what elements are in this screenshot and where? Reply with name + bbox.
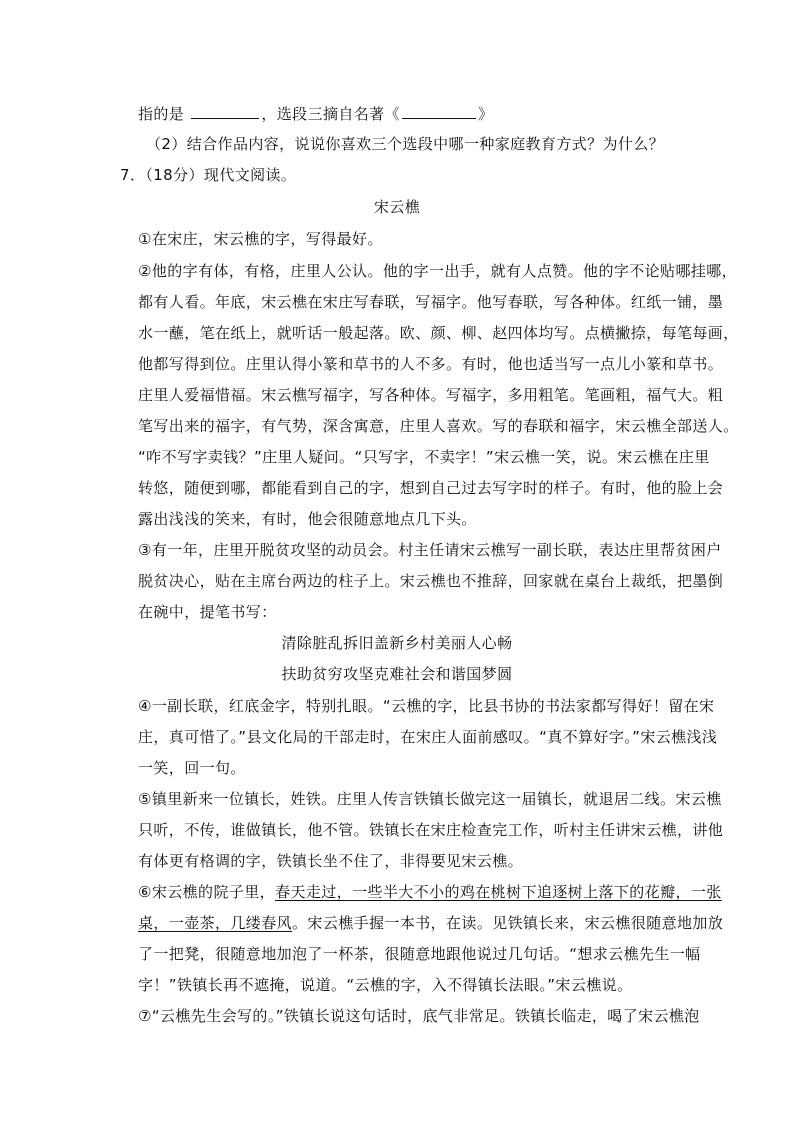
article-line-1: ①在宋庄，宋云樵的字，写得最好。 [138, 230, 383, 248]
answer-blank-2[interactable] [402, 103, 476, 119]
article-line-24: ⑦“云樵先生会写的。”铁镇长说这句话时，底气非常足。铁镇长临走，喝了宋云樵泡 [138, 1007, 700, 1025]
article-line-23: 字！”铁镇长再不遮掩，说道。“云樵的字，入不得镇长法眼。”宋云樵说。 [138, 976, 633, 994]
q6-line1-middle: ，选段三摘自名著《 [261, 105, 400, 123]
article-line-14: ④一副长联，红底金字，特别扎眼。“云樵的字，比县书协的书法家都写得好！留在宋 [138, 697, 715, 715]
article-line-21 [138, 913, 723, 933]
p6-prefix: ⑥宋云樵的院子里， [138, 883, 276, 901]
p6-rest: 。宋云樵手握一本书，在读。见铁镇长来，宋云樵很随意地加放 [292, 914, 724, 932]
couplet-line-2: 扶助贫穷攻坚克难社会和谐国梦圆 [281, 665, 513, 683]
q6-line1 [138, 103, 493, 124]
article-line-5: 他都写得到位。庄里认得小篆和草书的人不多。有时，他也适当写一点儿小篆和草书。 [138, 355, 724, 373]
article-line-17: ⑤镇里新来一位镇长，姓铁。庄里人传言铁镇长做完这一届镇长，就退居二线。宋云樵 [138, 790, 722, 808]
article-line-16: 一笑，回一句。 [138, 759, 246, 777]
article-line-19: 有体更有格调的字，铁镇长坐不住了，非得要见宋云樵。 [138, 852, 524, 870]
q6-line1-prefix: 指的是 [138, 105, 185, 123]
article-line-20 [138, 882, 722, 902]
article-line-10: 露出浅浅的笑来，有时，他会很随意地点几下头。 [138, 510, 477, 528]
q6-sub2: （2）结合作品内容，说说你喜欢三个选段中哪一种家庭教育方式？为什么？ [146, 135, 665, 153]
article-line-13: 在碗中，提笔书写： [138, 603, 277, 621]
article-line-9: 转悠，随便到哪，都能看到自己的字，想到自己过去写字时的样子。有时，他的脸上会 [138, 479, 724, 497]
article-line-3: 都有人看。年底，宋云樵在宋庄写春联，写福字。他写春联，写各种体。红纸一铺，墨 [138, 293, 724, 311]
underlined-sentence-part-1: 春天走过，一些半大不小的鸡在桃树下追逐树上落下的花瓣，一张 [275, 883, 722, 901]
article-line-2: ②他的字有体，有格，庄里人公认。他的字一出手，就有人点赞。他的字不论贴哪挂哪， [138, 262, 738, 280]
answer-blank-1[interactable] [191, 103, 259, 119]
article-line-11: ③有一年，庄里开脱贫攻坚的动员会。村主任请宋云樵写一副长联，表达庄里帮贫困户 [138, 541, 722, 559]
q6-line1-suffix: 》 [477, 105, 494, 123]
underlined-sentence-part-2: 桌，一壶茶，几缕春风 [138, 914, 293, 932]
article-line-22: 了一把凳，很随意地加泡了一杯茶，很随意地跟他说过几句话。“想求云樵先生一幅 [138, 945, 701, 963]
article-line-15: 庄，真可惜了。”县文化局的干部走时，在宋庄人面前感叹。“真不算好字。”宋云樵浅浅 [138, 728, 718, 746]
article-line-18: 只听，不传，谁做镇长，他不管。铁镇长在宋庄检查完工作，听村主任讲宋云樵，讲他 [138, 821, 724, 839]
article-line-7: 笔写出来的福字，有气势，深含寓意，庄里人喜欢。写的春联和福字，宋云樵全部送人。 [138, 417, 739, 435]
article-line-6: 庄里人爱福惜福。宋云樵写福字，写各种体。写福字，多用粗笔。笔画粗，福气大。粗 [138, 386, 724, 404]
article-line-4: 水一蘸，笔在纸上，就听话一般起落。欧、颜、柳、赵四体均写。点横撇捺，每笔每画， [138, 324, 739, 342]
couplet-line-1: 清除脏乱拆旧盖新乡村美丽人心畅 [281, 634, 513, 652]
q7-header: 7．（18分）现代文阅读。 [120, 166, 297, 184]
article-title: 宋云樵 [373, 198, 421, 216]
article-line-8: “咋不写字卖钱？”庄里人疑问。“只写字，不卖字！”宋云樵一笑，说。宋云樵在庄里 [138, 448, 710, 466]
article-line-12: 脱贫决心，贴在主席台两边的柱子上。宋云樵也不推辞，回家就在桌台上裁纸，把墨倒 [138, 572, 724, 590]
